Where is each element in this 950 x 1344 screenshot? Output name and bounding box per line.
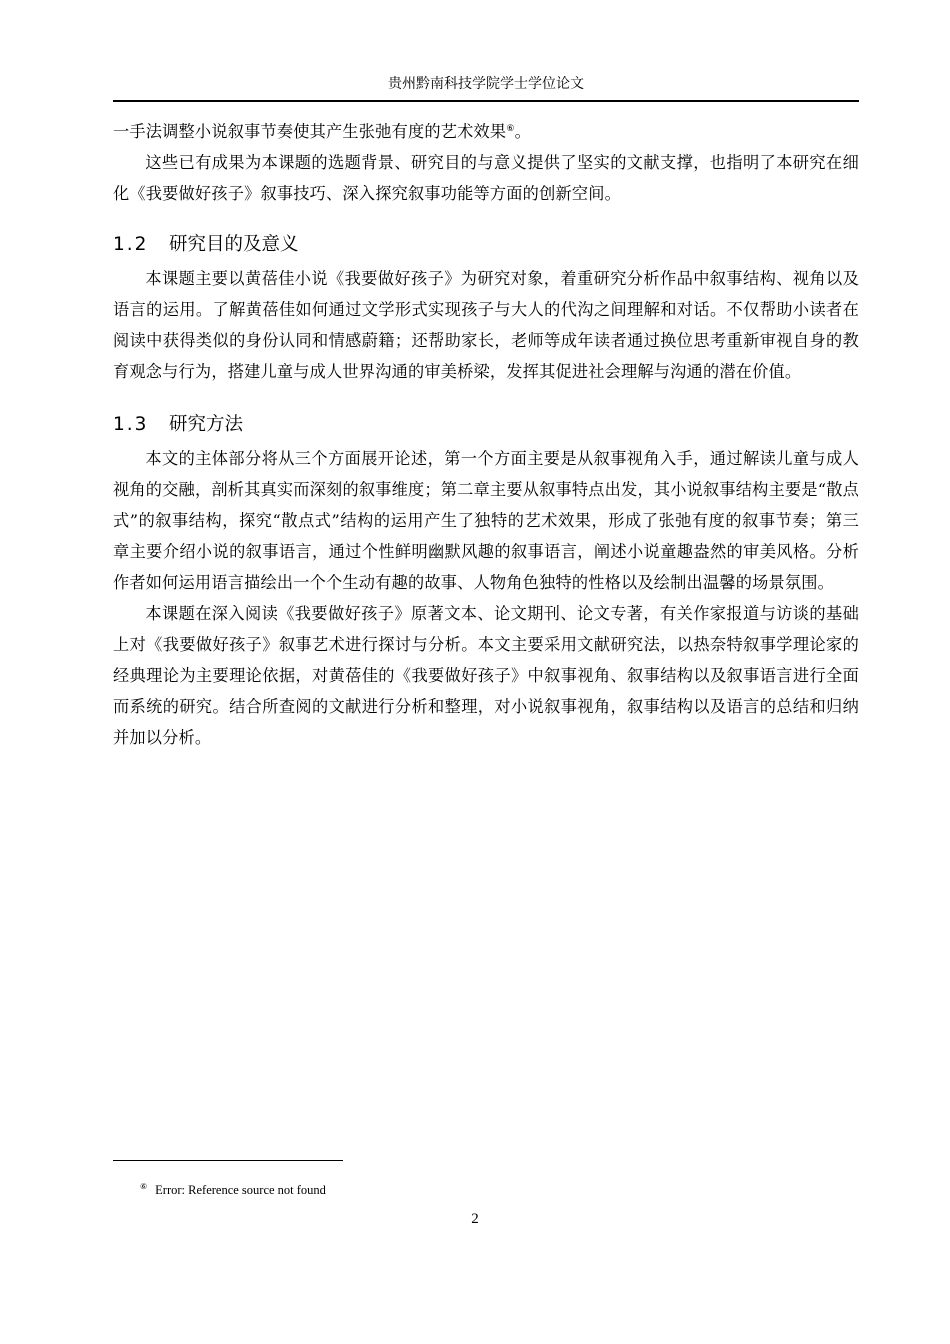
section-1-2-heading: [113, 231, 859, 259]
intro-paragraph-2: 这些已有成果为本课题的选题背景、研究目的与意义提供了坚实的文献支撑，也指明了本研究在细化《我要做好孩子》叙事技巧、深入探究叙事功能等方面的创新空间。: [113, 153, 859, 203]
section-1-3-paragraph-1: 本文的主体部分将从三个方面展开论述，第一个方面主要是从叙事视角入手，通过解读儿童与成人视角的交融，剖析其真实而深刻的叙事维度；第二章主要从叙事特点出发，其小说叙事结构主要是“散点式”的叙事结构，探究“散点式”结构的运用产生了独特的艺术效果，形成了张弛有度的叙事节奏；第三章主要介绍小说的叙事语言，通过个性鲜明幽默风趣的叙事语言，阐述小说童趣盎然的审美风格。分析作者如何运用语言描绘出一个个生动有趣的故事、人物角色独特的性格以及绘制出温馨的场景氛围。: [113, 449, 859, 592]
section-1-3-number: 1.3: [113, 414, 149, 435]
section-1-2-number: 1.2: [113, 234, 149, 255]
footnote-text: Error: Reference source not found: [155, 1183, 326, 1197]
section-1-3-heading: [113, 411, 859, 439]
footnote-marker: ⑥: [140, 1182, 148, 1191]
intro-paragraph-1-end: 。: [514, 122, 531, 141]
section-1-2-title: 研究目的及意义: [169, 234, 299, 255]
footnote-reference-marker[interactable]: ⑥: [506, 124, 515, 134]
section-1-2-paragraph: 本课题主要以黄蓓佳小说《我要做好孩子》为研究对象，着重研究分析作品中叙事结构、视角以及语言的运用。了解黄蓓佳如何通过文学形式实现孩子与大人的代沟之间理解和对话。不仅帮助小读者在阅读中获得类似的身份认同和情感蔚籍；还帮助家长，老师等成年读者通过换位思考重新审视自身的教育观念与行为，搭建儿童与成人世界沟通的审美桥梁，发挥其促进社会理解与沟通的潜在价值。: [113, 269, 859, 381]
section-1-3-paragraph-2: 本课题在深入阅读《我要做好孩子》原著文本、论文期刊、论文专著，有关作家报道与访谈的基础上对《我要做好孩子》叙事艺术进行探讨与分析。本文主要采用文献研究法，以热奈特叙事学理论家的经典理论为主要理论依据，对黄蓓佳的《我要做好孩子》中叙事视角、叙事结构以及叙事语言进行全面而系统的研究。结合所查阅的文献进行分析和整理，对小说叙事视角，叙事结构以及语言的总结和归纳并加以分析。: [113, 604, 859, 747]
section-1-3-title: 研究方法: [169, 414, 244, 435]
page-number: 2: [471, 1211, 479, 1227]
intro-paragraph-1: [113, 116, 859, 147]
page-header: 贵州黔南科技学院学士学位论文: [388, 76, 584, 92]
header-divider: [113, 100, 859, 102]
footnote: [140, 1182, 326, 1198]
page-body: [113, 116, 859, 753]
footnote-divider: [113, 1160, 343, 1161]
intro-paragraph-1-text: 一手法调整小说叙事节奏使其产生张弛有度的艺术效果: [113, 122, 507, 141]
